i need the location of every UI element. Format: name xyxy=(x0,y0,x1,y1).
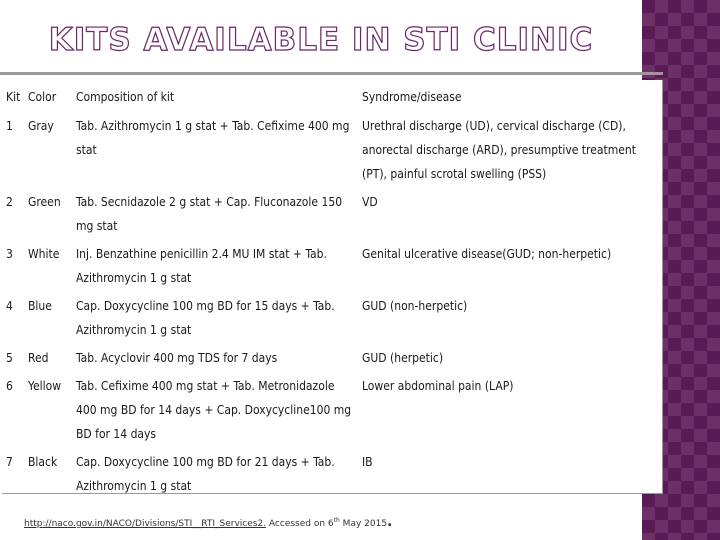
accessed-ordinal: th xyxy=(333,517,340,524)
cell-syndrome: GUD (herpetic) xyxy=(362,351,444,365)
cell-kit: 6 xyxy=(6,379,13,393)
table-header-row xyxy=(2,80,662,112)
header-kit: Kit xyxy=(6,90,21,104)
cell-composition: Cap. Doxycycline 100 mg BD for 21 days + Tab. Azithromycin 1 g stat xyxy=(76,455,335,493)
cell-syndrome: VD xyxy=(362,195,378,209)
cell-syndrome: IB xyxy=(362,455,373,469)
cell-color: Red xyxy=(28,351,49,365)
cell-composition: Tab. Cefixime 400 mg stat + Tab. Metronidazole 400 mg BD for 14 days + Cap. Doxycycline100 mg BD for 14 days xyxy=(76,379,352,441)
cell-composition: Inj. Benzathine penicillin 2.4 MU IM stat + Tab. Azithromycin 1 g stat xyxy=(76,247,327,285)
header-color: Color xyxy=(28,90,57,104)
cell-color: Black xyxy=(28,455,58,469)
table-row xyxy=(2,448,662,500)
title-divider xyxy=(0,72,663,75)
cell-kit: 5 xyxy=(6,351,13,365)
cell-syndrome: GUD (non-herpetic) xyxy=(362,299,468,313)
cell-kit: 2 xyxy=(6,195,13,209)
kits-table xyxy=(2,80,662,500)
accessed-prefix: Accessed on 6 xyxy=(266,519,334,529)
cell-syndrome: Urethral discharge (UD), cervical discharge (CD), anorectal discharge (ARD), presumptive treatment (PT), painful scrotal swelling (PSS) xyxy=(362,119,636,181)
table-row xyxy=(2,112,662,188)
cell-syndrome: Genital ulcerative disease(GUD; non-herpetic) xyxy=(362,247,612,261)
cell-composition: Tab. Secnidazole 2 g stat + Cap. Fluconazole 150 mg stat xyxy=(76,195,343,233)
cell-color: Gray xyxy=(28,119,54,133)
kits-table-container xyxy=(2,80,663,494)
cell-kit: 4 xyxy=(6,299,13,313)
header-composition: Composition of kit xyxy=(76,90,175,104)
accessed-suffix: May 2015 xyxy=(339,519,388,529)
cell-color: Green xyxy=(28,195,61,209)
slide-title: KITS AVAILABLE IN STI CLINIC xyxy=(48,22,594,58)
cell-kit: 7 xyxy=(6,455,13,469)
table-row xyxy=(2,240,662,292)
cell-color: Blue xyxy=(28,299,52,313)
table-row xyxy=(2,188,662,240)
source-footnote xyxy=(24,514,392,530)
cell-composition: Tab. Azithromycin 1 g stat + Tab. Cefixime 400 mg stat xyxy=(76,119,350,157)
table-row xyxy=(2,344,662,372)
cell-syndrome: Lower abdominal pain (LAP) xyxy=(362,379,514,393)
cell-kit: 1 xyxy=(6,119,13,133)
cell-color: White xyxy=(28,247,60,261)
footnote-bullet: . xyxy=(387,514,393,530)
header-syndrome: Syndrome/disease xyxy=(362,90,462,104)
source-link[interactable]: http://naco.gov.in/NACO/Divisions/STI__RTI_Services2. xyxy=(24,519,267,529)
cell-kit: 3 xyxy=(6,247,13,261)
cell-color: Yellow xyxy=(28,379,62,393)
cell-composition: Cap. Doxycycline 100 mg BD for 15 days + Tab. Azithromycin 1 g stat xyxy=(76,299,335,337)
cell-composition: Tab. Acyclovir 400 mg TDS for 7 days xyxy=(76,351,278,365)
table-row xyxy=(2,372,662,448)
table-row xyxy=(2,292,662,344)
